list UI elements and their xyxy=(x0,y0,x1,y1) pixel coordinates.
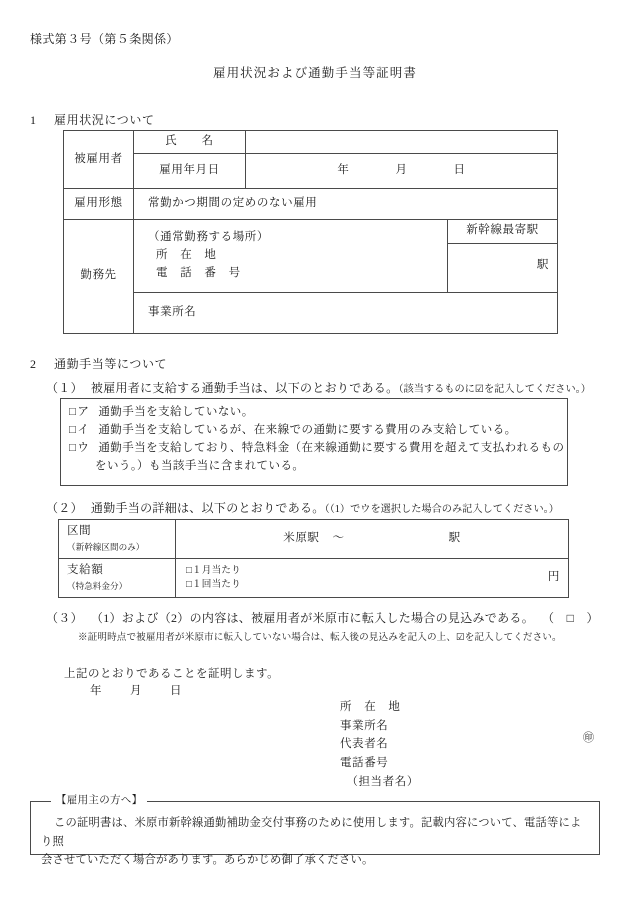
item-1-note: （該当するものに☑を記入してください。） xyxy=(398,384,591,395)
amount-label: 支給額 xyxy=(67,564,104,577)
table-row-workplace xyxy=(64,219,558,292)
employer-notice-box xyxy=(30,793,600,866)
sig-contact-person-label[interactable]: （担当者名） xyxy=(340,775,419,788)
section-1-number: 1 xyxy=(30,113,37,127)
hire-date-month-label: 月 xyxy=(395,163,408,176)
option-a-key: ア xyxy=(77,406,90,418)
employment-status-table xyxy=(63,130,558,334)
option-b-key: イ xyxy=(77,424,90,437)
certification-statement: 上記のとおりであることを証明します。 xyxy=(64,668,280,680)
name-label: 氏 名 xyxy=(134,131,246,154)
option-c[interactable] xyxy=(69,439,565,457)
cert-date-day: 日 xyxy=(170,685,182,697)
item-1-text: 被雇用者に支給する通勤手当は、以下のとおりである。 xyxy=(90,381,399,395)
item-2-marker: （２） xyxy=(46,501,83,515)
employer-notice-line-2: 会させていただく場合があります。あらかじめ御了承ください。 xyxy=(41,853,374,866)
section-2-item-2-heading xyxy=(46,499,559,518)
item-3-checkbox[interactable]: （ □ ） xyxy=(542,611,599,625)
workplace-place-note: （通常勤務する場所） xyxy=(148,231,269,244)
nearest-station-field[interactable]: 駅 xyxy=(536,258,549,271)
workplace-phone-label: 電 話 番 号 xyxy=(156,266,241,279)
name-value-field[interactable] xyxy=(246,131,558,154)
signature-block xyxy=(340,698,419,791)
section-2-number: 2 xyxy=(30,357,37,371)
amount-sub-label: （特急料金分） xyxy=(67,581,128,592)
option-c-key: ウ xyxy=(77,442,90,455)
office-name-field[interactable]: 事業所名 xyxy=(134,292,558,333)
option-a-text: 通勤手当を支給していない。 xyxy=(98,406,254,418)
sig-address-label[interactable]: 所 在 地 xyxy=(340,701,401,713)
section-label-cell xyxy=(59,520,176,559)
option-a[interactable] xyxy=(69,403,559,421)
hire-date-label: 雇用年月日 xyxy=(134,153,246,188)
commute-allowance-options xyxy=(60,398,568,486)
section-1-heading xyxy=(30,111,155,130)
section-label: 区間 xyxy=(67,525,92,538)
sig-phone-label[interactable]: 電話番号 xyxy=(340,756,389,769)
document-title: 雇用状況および通勤手当等証明書 xyxy=(212,66,417,80)
table-row-hire-date xyxy=(64,153,558,188)
amount-option-month[interactable]: □１月当たり xyxy=(186,565,241,577)
nearest-station-header: 新幹線最寄駅 xyxy=(448,220,557,244)
item-3-note: ※証明時点で被雇用者が米原市に転入していない場合は、転入後の見込みを記入の上、☑を記入してください。 xyxy=(78,632,562,643)
checkbox-a-icon[interactable]: □ xyxy=(69,406,77,418)
employer-notice-line-1: この証明書は、米原市新幹線通勤補助金交付事務のために使用します。記載内容について、電話等により照 xyxy=(41,817,582,848)
checkbox-c-icon[interactable]: □ xyxy=(69,442,77,455)
section-range-field[interactable] xyxy=(176,520,569,559)
table-row-office-name xyxy=(64,292,558,333)
amount-option-once[interactable]: □１回当たり xyxy=(186,579,241,590)
option-c-text: 通勤手当を支給しており、特急料金（在来線通勤に要する費用を超えて支払われるもの xyxy=(98,442,565,455)
option-c-continuation: をいう。）も当該手当に含まれている。 xyxy=(95,460,305,473)
table-row-name xyxy=(64,131,558,154)
amount-label-cell xyxy=(59,559,176,598)
allowance-detail-table xyxy=(58,519,569,598)
cert-date-year: 年 xyxy=(90,685,102,697)
section-2-item-1-heading xyxy=(46,379,591,398)
sig-representative-label[interactable]: 代表者名 xyxy=(340,738,389,751)
sig-office-name-label[interactable]: 事業所名 xyxy=(340,719,389,732)
section-2-heading xyxy=(30,355,167,374)
item-3-marker: （３） xyxy=(46,611,83,625)
option-b-text: 通勤手当を支給しているが、在来線での通勤に要する費用のみ支給している。 xyxy=(98,424,517,437)
certification-date[interactable] xyxy=(90,683,182,701)
cert-date-month: 月 xyxy=(130,685,142,697)
hire-date-day-label: 日 xyxy=(453,163,466,176)
section-from: 米原駅 xyxy=(283,532,320,545)
item-3-text: （1）および（2）の内容は、被雇用者が米原市に転入した場合の見込みである。 xyxy=(90,611,535,625)
workplace-address-block[interactable] xyxy=(134,219,448,292)
amount-value-cell[interactable] xyxy=(176,559,569,598)
employee-label: 被雇用者 xyxy=(64,131,134,189)
option-b[interactable] xyxy=(69,421,559,439)
item-2-text: 通勤手当の詳細は、以下のとおりである。 xyxy=(90,501,325,515)
employer-notice-legend: 【雇用主の方へ】 xyxy=(56,795,143,806)
employment-type-value: 常勤かつ期間の定めのない雇用 xyxy=(134,188,558,219)
section-sub-label: （新幹線区間のみ） xyxy=(67,542,145,553)
section-1-label: 雇用状況について xyxy=(54,113,155,127)
table-row-amount xyxy=(59,559,569,598)
seal-icon: ㊞ xyxy=(583,732,594,744)
form-number: 様式第３号（第５条関係） xyxy=(30,32,179,46)
item-1-marker: （１） xyxy=(46,381,83,395)
section-2-item-3-heading xyxy=(46,609,599,628)
hire-date-field[interactable] xyxy=(246,153,558,188)
hire-date-year-label: 年 xyxy=(337,163,350,176)
item-2-note: （（1）でウを選択した場合のみ記入してください。） xyxy=(324,504,559,515)
checkbox-b-icon[interactable]: □ xyxy=(69,424,77,437)
employment-type-label: 雇用形態 xyxy=(64,188,134,219)
nearest-station-cell xyxy=(448,219,558,292)
section-tilde: ～ xyxy=(332,532,345,545)
table-row-employment-type xyxy=(64,188,558,219)
section-to-suffix: 駅 xyxy=(448,532,461,545)
table-row-section xyxy=(59,520,569,559)
workplace-address-label: 所 在 地 xyxy=(156,248,217,261)
section-2-label: 通勤手当等について xyxy=(54,357,168,371)
workplace-label: 勤務先 xyxy=(64,219,134,333)
amount-unit: 円 xyxy=(547,571,560,584)
